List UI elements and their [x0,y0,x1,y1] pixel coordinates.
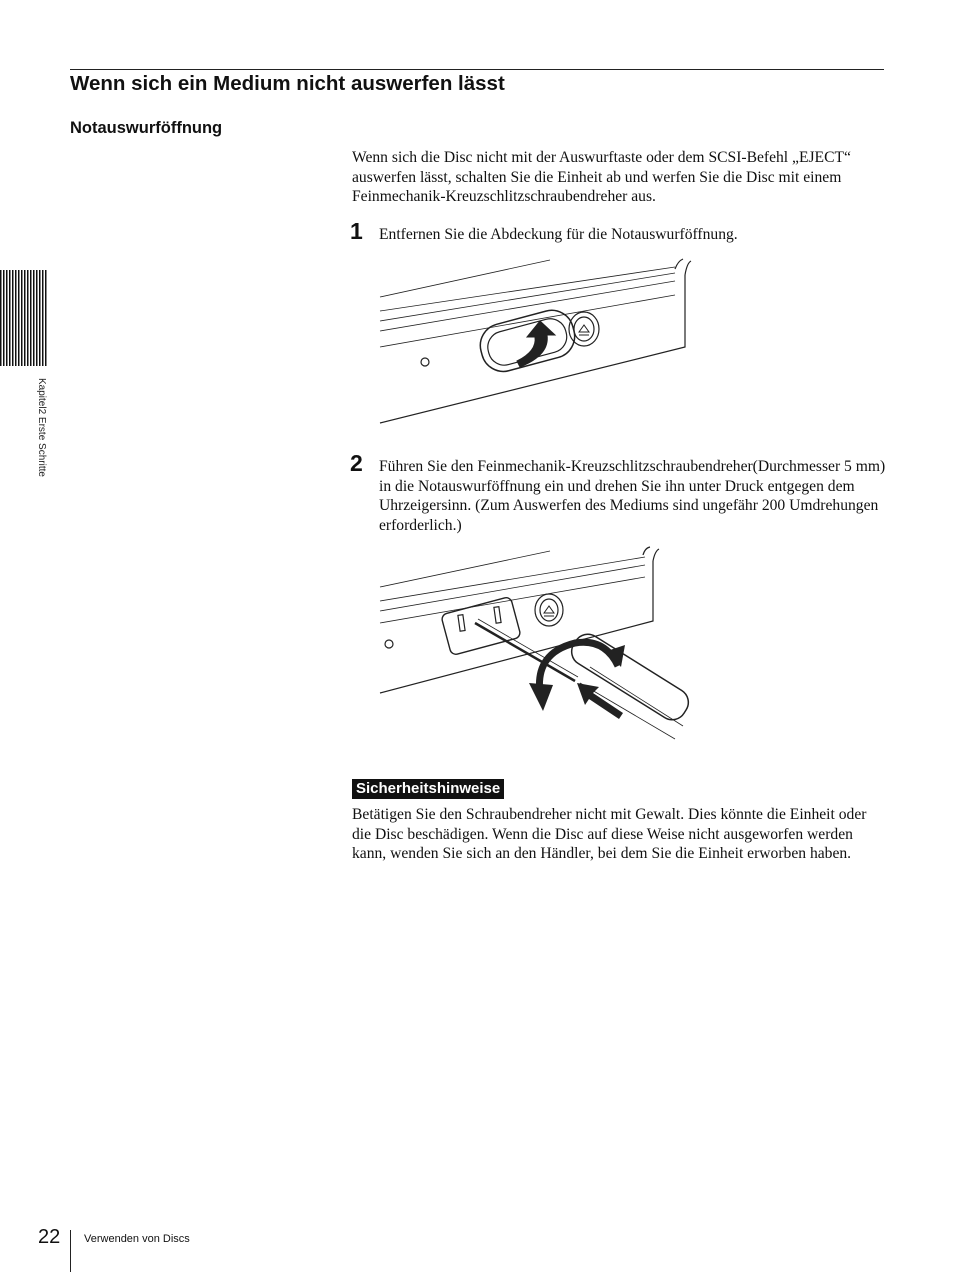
figure-insert-screwdriver [375,543,695,753]
chapter-tab [0,270,48,366]
page-number: 22 [38,1226,61,1248]
step-1-number: 1 [350,218,363,244]
intro-paragraph: Wenn sich die Disc nicht mit der Auswurftaste oder dem SCSI-Befehl „EJECT“ auswerfen lässt, schalten Sie die Einheit ab und werfen Sie die Disc mit einem Feinmechanik-Kreuzschlitzschraubendreher aus. [352,149,851,205]
step-2-number: 2 [350,450,363,476]
section-title: Wenn sich ein Medium nicht auswerfen lässt [70,72,505,95]
chapter-label: Kapitel2 Erste Schritte [36,378,47,477]
step-2-text: Führen Sie den Feinmechanik-Kreuzschlitzschraubendreher(Durchmesser 5 mm) in die Notauswurföffnung ein und drehen Sie ihn unter Druck entgegen dem Uhrzeigersinn. (Zum Auswerfen des Mediums sind ungefähr 200 Umdrehungen erforderlich.) [379,458,886,534]
caution-label: Sicherheitshinweise [352,779,504,799]
footer-divider [70,1230,71,1272]
caution-text: Betätigen Sie den Schraubendreher nicht mit Gewalt. Dies könnte die Einheit oder die Disc beschädigen. Wenn die Disc auf diese Weise nicht ausgeworfen werden kann, wenden Sie sich an den Händler, bei dem Sie die Einheit erworben haben. [352,806,867,862]
title-rule [70,69,884,70]
footer-section-name: Verwenden von Discs [84,1233,190,1245]
subsection-title: Notauswurföffnung [70,119,223,137]
figure-remove-cover [375,255,695,430]
step-1-text: Entfernen Sie die Abdeckung für die Notauswurföffnung. [379,226,738,243]
